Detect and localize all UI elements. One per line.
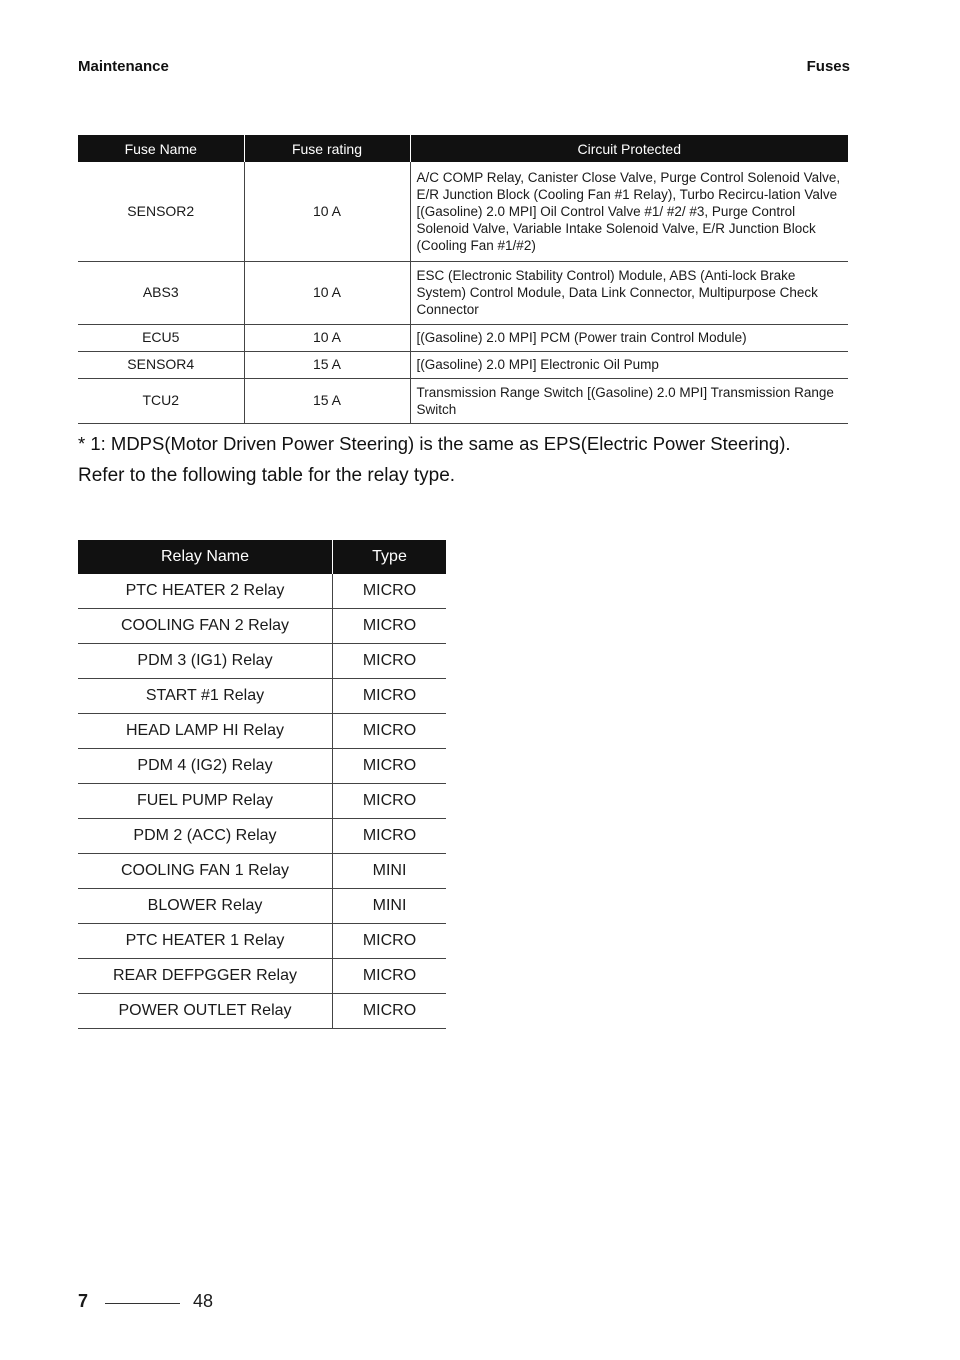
relay-name-cell: REAR DEFPGGER Relay (78, 959, 333, 994)
fuse-rating-cell: 10 A (244, 324, 410, 351)
relay-name-cell: PDM 3 (IG1) Relay (78, 644, 333, 679)
header-section-title: Maintenance (78, 58, 169, 75)
relay-type-header: Type (333, 540, 447, 574)
table-row (78, 609, 446, 644)
relay-name-cell: START #1 Relay (78, 679, 333, 714)
table-row (78, 679, 446, 714)
relay-type-cell: MICRO (333, 574, 447, 609)
relay-table-header-row (78, 540, 446, 574)
circuit-protected-cell: [(Gasoline) 2.0 MPI] PCM (Power train Control Module) (410, 324, 848, 351)
relay-type-cell: MICRO (333, 609, 447, 644)
relay-name-cell: PTC HEATER 2 Relay (78, 574, 333, 609)
relay-name-cell: COOLING FAN 2 Relay (78, 609, 333, 644)
relay-type-cell: MICRO (333, 644, 447, 679)
fuse-name-cell: SENSOR4 (78, 351, 244, 378)
table-row (78, 351, 848, 378)
circuit-protected-cell: A/C COMP Relay, Canister Close Valve, Purge Control Solenoid Valve, E/R Junction Block (Cooling Fan #1 Relay), Turbo Recircu-lation Valve [(Gasoline) 2.0 MPI] Oil Control Valve #1/ #2/ #3, Purge Control Solenoid Valve, Variable Intake Solenoid Valve, E/R Junction Block (Cooling Fan #1/#2) (410, 162, 848, 261)
page-number: 48 (193, 1291, 214, 1311)
circuit-protected-cell: Transmission Range Switch [(Gasoline) 2.0 MPI] Transmission Range Switch (410, 378, 848, 423)
table-row (78, 749, 446, 784)
circuit-protected-cell: ESC (Electronic Stability Control) Module, ABS (Anti-lock Brake System) Control Module, Data Link Connector, Multipurpose Check Connector (410, 261, 848, 324)
circuit-protected-header: Circuit Protected (410, 135, 848, 162)
relay-name-cell: POWER OUTLET Relay (78, 994, 333, 1029)
relay-name-header: Relay Name (78, 540, 333, 574)
header-topic-title: Fuses (806, 58, 850, 75)
relay-type-cell: MICRO (333, 924, 447, 959)
relay-type-cell: MICRO (333, 749, 447, 784)
relay-table (78, 540, 446, 1029)
table-row (78, 714, 446, 749)
table-row (78, 819, 446, 854)
table-row (78, 324, 848, 351)
table-row (78, 924, 446, 959)
table-row (78, 854, 446, 889)
relay-type-cell: MICRO (333, 819, 447, 854)
circuit-protected-cell: [(Gasoline) 2.0 MPI] Electronic Oil Pump (410, 351, 848, 378)
table-row (78, 994, 446, 1029)
fuse-rating-cell: 15 A (244, 378, 410, 423)
fuse-name-cell: SENSOR2 (78, 162, 244, 261)
footer-divider (105, 1303, 180, 1304)
fuse-name-cell: ECU5 (78, 324, 244, 351)
relay-name-cell: PDM 4 (IG2) Relay (78, 749, 333, 784)
relay-name-cell: COOLING FAN 1 Relay (78, 854, 333, 889)
relay-name-cell: BLOWER Relay (78, 889, 333, 924)
chapter-number: 7 (78, 1291, 89, 1311)
relay-type-cell: MINI (333, 889, 447, 924)
relay-type-cell: MICRO (333, 679, 447, 714)
table-row (78, 261, 848, 324)
fuse-rating-cell: 10 A (244, 261, 410, 324)
relay-type-cell: MINI (333, 854, 447, 889)
footnote: * 1: MDPS(Motor Driven Power Steering) is the same as EPS(Electric Power Steering). (78, 433, 791, 454)
fuse-name-cell: TCU2 (78, 378, 244, 423)
table-row (78, 959, 446, 994)
table-row (78, 378, 848, 423)
fuse-name-header: Fuse Name (78, 135, 244, 162)
table-row (78, 889, 446, 924)
relay-name-cell: PTC HEATER 1 Relay (78, 924, 333, 959)
relay-name-cell: FUEL PUMP Relay (78, 784, 333, 819)
table-row (78, 784, 446, 819)
relay-type-cell: MICRO (333, 784, 447, 819)
relay-intro-text: Refer to the following table for the relay type. (78, 465, 456, 486)
relay-name-cell: HEAD LAMP HI Relay (78, 714, 333, 749)
relay-type-cell: MICRO (333, 714, 447, 749)
relay-type-cell: MICRO (333, 994, 447, 1029)
relay-type-cell: MICRO (333, 959, 447, 994)
relay-name-cell: PDM 2 (ACC) Relay (78, 819, 333, 854)
table-row (78, 574, 446, 609)
fuse-name-cell: ABS3 (78, 261, 244, 324)
fuse-rating-header: Fuse rating (244, 135, 410, 162)
fuse-table-header-row (78, 135, 848, 162)
fuse-table (78, 135, 848, 424)
fuse-rating-cell: 10 A (244, 162, 410, 261)
fuse-rating-cell: 15 A (244, 351, 410, 378)
table-row (78, 644, 446, 679)
table-row (78, 162, 848, 261)
